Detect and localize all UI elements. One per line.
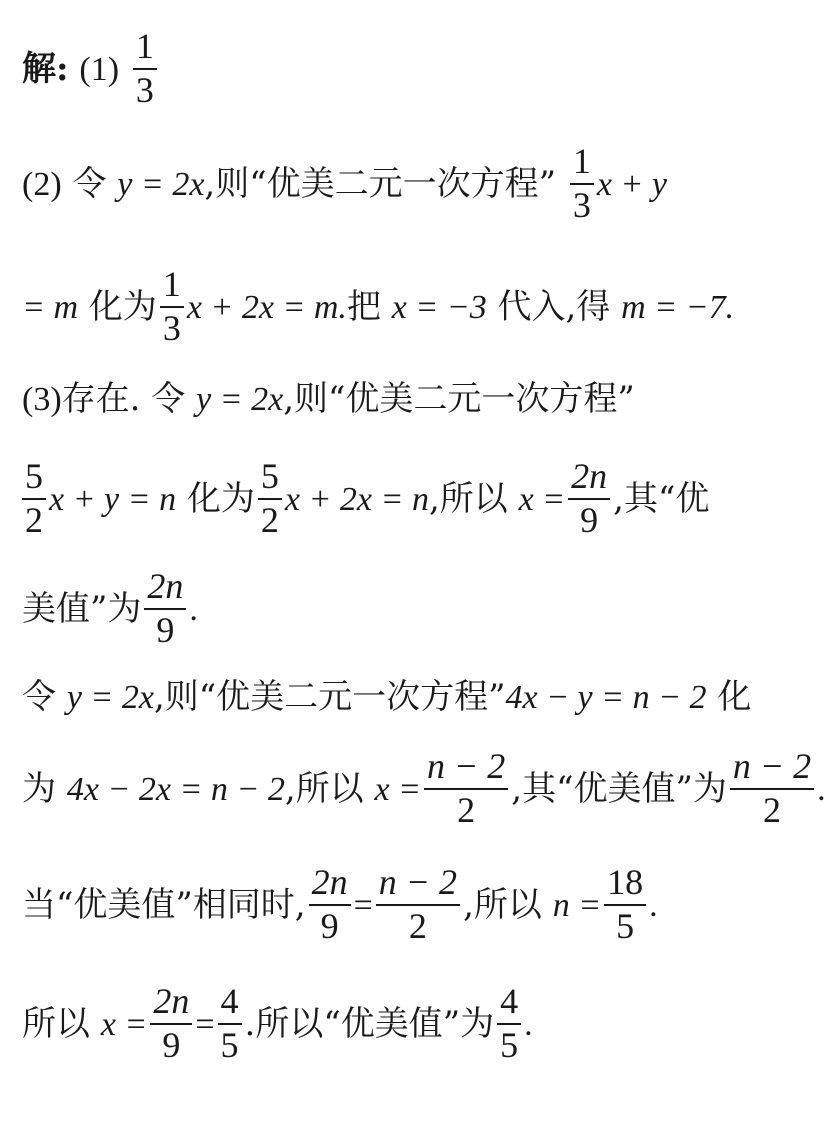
fraction-denominator: 9 (320, 905, 339, 946)
period: . (524, 1005, 533, 1043)
result: m = −7. (621, 288, 735, 326)
fraction-numerator: 4 (220, 981, 239, 1021)
fraction-numerator: 1 (135, 26, 154, 66)
fraction-4-over-5 (497, 983, 521, 1065)
fraction-five-halves (22, 458, 46, 540)
ze-text: ,则 (283, 379, 329, 419)
solution-label: 解 (22, 48, 56, 89)
part2-tag: (2) (22, 165, 62, 203)
fraction-numerator: 5 (260, 456, 279, 496)
fraction-numerator: 2n (147, 566, 184, 606)
x-equals: x = (100, 1005, 148, 1043)
equation-name: “优美二元一次方程” (328, 379, 635, 419)
fraction-numerator: n − 2 (378, 862, 458, 902)
huawei-text: 化为 (78, 286, 157, 327)
substitution: y = 2x (196, 381, 284, 418)
part3-line-2 (22, 456, 778, 542)
suoyi-text: 所以 (22, 1003, 90, 1044)
qi-text: ,其“优美值”为 (511, 768, 727, 809)
fraction-denominator: 2 (25, 499, 43, 540)
part3-line-6 (22, 862, 778, 948)
fraction-n-minus-2-over-2 (424, 748, 508, 830)
ze-text: ,则“优美二元一次方程” (153, 677, 506, 717)
equals-sign: = (195, 1005, 215, 1043)
fraction-one-third (570, 143, 594, 225)
fraction-4-over-5 (218, 983, 242, 1065)
fraction-numerator: n − 2 (427, 746, 506, 786)
ling-text: 令 (22, 677, 56, 717)
hua-text: 化 (706, 677, 752, 717)
period: . (817, 770, 826, 808)
wei-text: 为 (22, 768, 56, 809)
fraction-numerator: 1 (162, 264, 181, 304)
cunzai-text: 存在. (61, 379, 141, 419)
quote-open: “ (249, 163, 267, 204)
expression: x + y = n (49, 480, 177, 518)
fraction-denominator: 2 (408, 905, 427, 946)
ling-text: 令 (151, 379, 186, 419)
fraction-2n-over-9 (150, 983, 192, 1065)
fraction-n-minus-2-over-2 (730, 748, 814, 830)
fraction-denominator: 3 (572, 184, 591, 225)
solution-colon: : (56, 48, 69, 89)
fraction-five-halves (258, 458, 282, 540)
expression: x + y (596, 165, 667, 203)
fraction-denominator: 2 (457, 789, 476, 830)
substitution: y = 2x (117, 165, 205, 203)
part3-line-3 (22, 566, 778, 652)
substitution: y = 2x (66, 679, 154, 716)
huawei-text: 化为 (176, 478, 255, 519)
dang-text: 当“优美值”相同时, (22, 884, 306, 925)
n-equals: n = (552, 886, 602, 924)
fraction-numerator: 5 (25, 456, 43, 496)
fraction-numerator: 2n (153, 981, 190, 1021)
expression: x + 2x = n (284, 480, 429, 518)
fraction-numerator: 1 (572, 141, 591, 181)
fraction-n-minus-2-over-2 (376, 864, 460, 946)
ba-text: 把 (346, 286, 381, 327)
fraction-numerator: 18 (607, 862, 644, 902)
x-equals: x = (518, 480, 566, 518)
part3-line-4 (22, 677, 778, 717)
equals-sign: = (353, 886, 373, 924)
part3-line-7 (22, 981, 778, 1067)
suoyi-text: ,所以 (463, 884, 542, 925)
fraction-numerator: n − 2 (732, 746, 812, 786)
fraction-denominator: 5 (220, 1024, 239, 1065)
equation-name: 优美二元一次方程 (266, 163, 539, 204)
period: . (189, 590, 198, 628)
part3-line-1 (22, 379, 778, 419)
fraction-denominator: 9 (580, 499, 599, 540)
fraction-denominator: 9 (156, 609, 175, 650)
part1-tag: (1) (79, 50, 120, 88)
period: . (649, 886, 658, 924)
x-equals: x = (374, 770, 421, 808)
suoyi-text: ,所以 (428, 478, 508, 519)
part2-line-1 (22, 141, 778, 227)
ling-text: 令 (72, 163, 107, 204)
fraction-numerator: 4 (500, 981, 519, 1021)
fraction-numerator: 2n (571, 456, 608, 496)
part1-line (22, 26, 778, 112)
fraction-denominator: 5 (616, 905, 635, 946)
part1-answer-fraction (133, 28, 157, 110)
expression: 4x − 2x = n − 2 (66, 770, 285, 808)
part3-tag: (3) (22, 381, 62, 418)
part3-line-5 (22, 746, 826, 832)
fraction-2n-over-9 (309, 864, 351, 946)
mei-zhi-text: 美值”为 (22, 588, 142, 629)
fraction-2n-over-9 (144, 568, 186, 650)
quote-close: ” (538, 163, 556, 204)
fraction-numerator: 2n (311, 862, 348, 902)
expression: 4x − y = n − 2 (505, 679, 707, 716)
expression: = m (22, 288, 78, 326)
ze-text: ,则 (204, 163, 250, 204)
qi-text: ,其“优 (613, 478, 710, 519)
fraction-denominator: 2 (260, 499, 279, 540)
fraction-denominator: 3 (135, 69, 154, 110)
fraction-denominator: 9 (162, 1024, 181, 1065)
fraction-denominator: 2 (763, 789, 782, 830)
fraction-18-over-5 (604, 864, 646, 946)
fraction-denominator: 5 (500, 1024, 519, 1065)
part2-line-2 (22, 264, 778, 350)
fraction-2n-over-9 (568, 458, 610, 540)
suoyi-text: .所以“优美值”为 (244, 1003, 495, 1044)
fraction-denominator: 3 (162, 307, 181, 348)
expression: x + 2x = m. (186, 288, 347, 326)
fraction-one-third (160, 266, 184, 348)
suoyi-text: ,所以 (284, 768, 364, 809)
x-value: x = −3 (391, 288, 487, 326)
dairu-text: 代入,得 (497, 286, 611, 327)
